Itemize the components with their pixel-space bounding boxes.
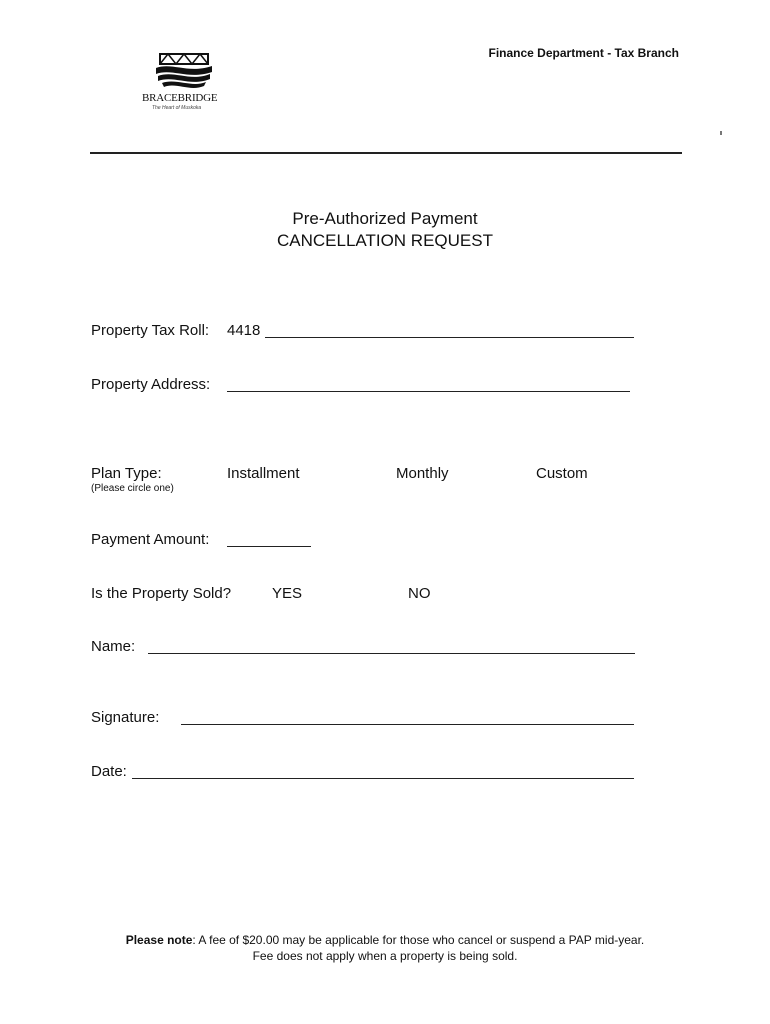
plan-type-hint: (Please circle one) <box>91 483 174 494</box>
tax-roll-label: Property Tax Roll: <box>91 322 210 339</box>
plan-option-installment[interactable]: Installment <box>227 465 300 482</box>
signature-input[interactable] <box>181 724 634 725</box>
name-label: Name: <box>91 638 136 655</box>
note-label: Please note <box>125 933 193 947</box>
tax-roll-value: 4418 <box>227 322 261 339</box>
address-input[interactable] <box>227 391 630 392</box>
payment-amount-label: Payment Amount: <box>91 531 210 548</box>
form-subtitle: CANCELLATION REQUEST <box>276 231 493 250</box>
name-input[interactable] <box>148 653 635 654</box>
payment-amount-input[interactable] <box>227 546 311 547</box>
department-heading: Finance Department - Tax Branch <box>488 46 679 60</box>
header-rule <box>90 152 682 154</box>
plan-type-label: Plan Type: <box>91 465 162 482</box>
note-line2: Fee does not apply when a property is being sold. <box>252 949 518 963</box>
date-label: Date: <box>91 763 127 780</box>
date-input[interactable] <box>132 778 634 779</box>
property-sold-label: Is the Property Sold? <box>91 585 232 602</box>
plan-option-monthly[interactable]: Monthly <box>396 465 449 482</box>
fee-note <box>0 932 770 964</box>
address-label: Property Address: <box>91 376 211 393</box>
sold-option-yes[interactable]: YES <box>272 585 303 602</box>
bridge-logo-icon <box>154 52 214 92</box>
logo-wordmark: BRACEBRIDGE <box>142 92 218 104</box>
sold-option-no[interactable]: NO <box>408 585 431 602</box>
tax-roll-input[interactable] <box>265 337 634 338</box>
signature-label: Signature: <box>91 709 160 726</box>
logo-tagline: The Heart of Muskoka <box>152 105 202 111</box>
note-text: : A fee of $20.00 may be applicable for those who cancel or suspend a PAP mid-year. <box>192 933 645 947</box>
plan-option-custom[interactable]: Custom <box>536 465 588 482</box>
margin-mark <box>720 131 722 135</box>
form-title: Pre-Authorized Payment <box>292 209 478 228</box>
